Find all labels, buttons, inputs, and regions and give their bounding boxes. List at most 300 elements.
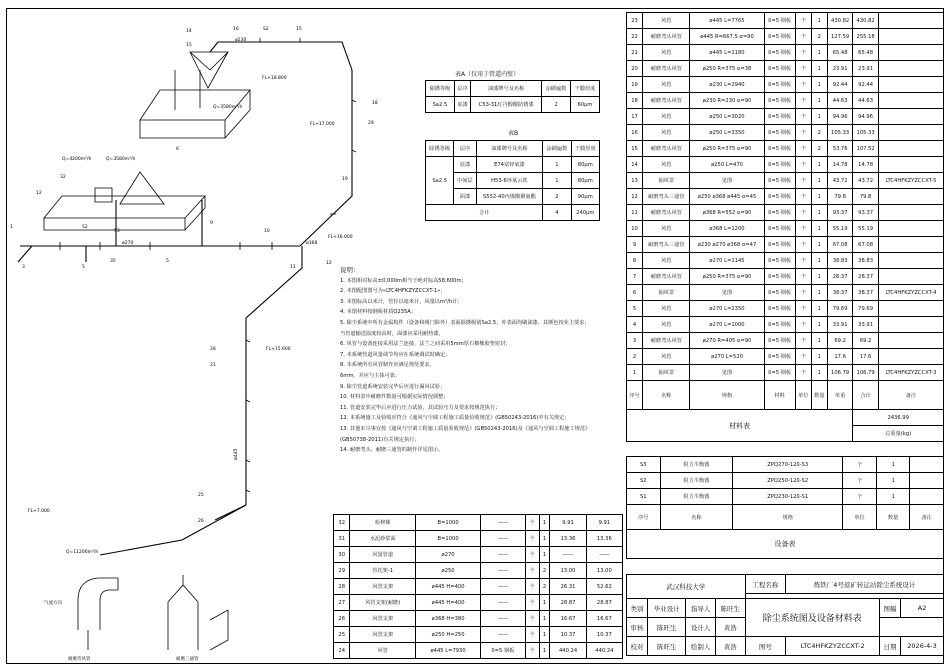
cell-name: 风管 [643,45,690,61]
cell-t: 107.52 [853,141,878,157]
cell-q: 1 [539,643,550,659]
cell-n: 10 [627,221,643,237]
cell-name: 检修梯 [350,515,415,531]
cell-t: 23.91 [853,61,878,77]
cell-w: 13.36 [550,531,586,547]
cell-n: 14 [627,157,643,173]
table-row: 中间层 H53-6环氧云铁 1 80μm [426,173,600,189]
svg-text:FL+18.800: FL+18.800 [262,76,287,81]
cell-t: 93.37 [853,205,878,221]
cell-mat: δ=5 钢板 [481,643,525,659]
cell-w: —— [550,547,586,563]
cell-name: 耐磨弯头三通管 [643,189,690,205]
cell-name: 风管 [643,109,690,125]
cell-n: 2 [627,349,643,365]
cell-u: 个 [795,269,811,285]
cell-mat: —— [481,515,525,531]
svg-text:26: 26 [198,519,204,524]
cell-spec: ø270 L=1000 [690,317,764,333]
table-row [627,473,944,489]
cell-u: 个 [525,515,539,531]
cell-r [878,45,943,61]
cell-r [878,77,943,93]
callout-numbers [10,26,378,524]
cell-spec: ø368 R=552 α=90 [690,205,764,221]
table-row [334,643,623,659]
cell-t: 52.62 [586,579,622,595]
cell-t: 55.19 [853,221,878,237]
cell-mat: δ=5 钢板 [764,45,795,61]
cell-t: 13.00 [586,563,622,579]
cell-spec: ø445 H=400 [415,595,480,611]
cell-t: 16.67 [586,611,622,627]
cell-q: 1 [811,173,827,189]
cell-u: 个 [795,221,811,237]
table-row [627,189,944,205]
cell-name: 风管支架 [350,627,415,643]
cell-mat: δ=5 钢板 [764,189,795,205]
cell-n: S2 [627,473,661,489]
project-name: 炼铁厂4号返矿转运站除尘系统设计 [786,575,944,594]
cell-n: 13 [627,173,643,189]
cell-u: 个 [795,61,811,77]
cell-r [878,253,943,269]
cell-n: 32 [334,515,350,531]
cell-spec: ø270 L=2350 [690,301,764,317]
equipment-header: 序号 名称 规格 单位 数量 备注 [627,505,944,530]
svg-text:16: 16 [233,27,239,32]
cell-t: —— [586,547,622,563]
cell-w: 26.31 [550,579,586,595]
cell-q: 1 [811,333,827,349]
note-line: 6. 风管与设备连接采用法兰连接，法兰之间采用5mm厚石棉橡胶垫密封； [340,341,511,348]
cell-q: 1 [811,237,827,253]
cell-u: 个 [843,457,877,473]
cell-spec: ø368 H=380 [415,611,480,627]
svg-text:Q=3580m³/h: Q=3580m³/h [213,105,243,110]
cell-mat: δ=5 钢板 [764,13,795,29]
table-b-title: 表B [508,130,519,137]
cell-u: 个 [525,627,539,643]
table-row [627,45,944,61]
materials-table-left [333,514,623,659]
cell-n: 21 [627,45,643,61]
cell-r [878,221,943,237]
cell-mat: δ=5 钢板 [764,93,795,109]
svg-text:29: 29 [368,121,374,126]
cell-r [878,237,943,253]
cell-remark [910,473,944,489]
table-row [627,141,944,157]
cell-u: 个 [795,141,811,157]
table-row [627,77,944,93]
cell-n: 30 [334,547,350,563]
note-line: 13. 其他未尽事宜按《通风与空调工程施工质量验收规范》(GB50243-2016)及《通风与空调工程施工规范》 [340,425,591,432]
cell-q: 1 [811,301,827,317]
cell-w: 440.24 [550,643,586,659]
svg-text:FL+15.600: FL+15.600 [266,347,291,352]
school-name: 武汉科技大学 [627,575,746,599]
svg-text:ø445: ø445 [234,448,239,460]
cell-u: 个 [795,253,811,269]
svg-text:32: 32 [60,175,66,180]
table-row: 合计 4 240μm [426,205,600,221]
cell-mat: δ=5 钢板 [764,29,795,45]
cell-r [878,317,943,333]
table-row [627,253,944,269]
cell-w: 28.37 [827,269,852,285]
svg-text:ø270: ø270 [122,241,134,246]
cell-r [878,189,943,205]
cell-name: 阻力平衡器 [660,489,733,505]
cell-spec: ø445 L=7765 [690,13,764,29]
note-line: 5. 除尘系统中所有金属构件（设备和阀门除外）表面除锈级别Sa2.5，外表面均刷油漆，其颜色按业主要求； [340,319,590,326]
table-row [627,125,944,141]
duct-top-run [218,42,352,70]
cell-mat: δ=5 钢板 [764,301,795,317]
cell-w: 127.59 [827,29,852,45]
cell-q: 1 [811,253,827,269]
cell-w: 38.37 [827,285,852,301]
cell-name: 耐磨弯头风管 [643,93,690,109]
cell-spec: ø250 H=250 [415,627,480,643]
note-line: 6mm，并应与主体可靠； [340,372,401,379]
cell-name: 阻力平衡器 [660,473,733,489]
table-b: 除锈等级 层序 油漆牌号及名称 涂刷遍数 干膜厚度 Sa2.5 底漆 E74富锌底漆 1 80μm 中间层 H53-6环氧云铁 1 80μm 面漆 S552-40丙烯酸聚氨酯 2 90μm 合计 4 240μm [425,140,600,221]
cell-u: 个 [843,473,877,489]
svg-text:18: 18 [372,101,378,106]
cell-name: 耐磨弯头风管 [643,61,690,77]
svg-text:5: 5 [166,259,169,264]
cell-u: 个 [795,317,811,333]
table-row [627,285,944,301]
svg-text:15: 15 [186,43,192,48]
cell-q: 2 [811,29,827,45]
cell-mat: δ=5 钢板 [764,205,795,221]
cell-w: 23.91 [827,61,852,77]
cell-n: 4 [627,317,643,333]
table-a-title: 表A（仅用于管道内壁） [455,71,520,78]
cell-u: 个 [795,173,811,189]
cell-u: 个 [795,13,811,29]
table-row: 面漆 S552-40丙烯酸聚氨酯 2 90μm [426,189,600,205]
cell-t: 43.72 [853,173,878,189]
cell-mat: —— [481,563,525,579]
cell-u: 个 [525,547,539,563]
note-line: 9. 除尘管道系统安装完毕后应进行漏风试验； [340,383,446,390]
cell-name: 风管 [643,157,690,173]
cell-r [878,333,943,349]
cell-q: 2 [811,125,827,141]
cell-n: 11 [627,205,643,221]
cell-t: 106.79 [853,365,878,381]
cell-mat: δ=5 钢板 [764,253,795,269]
cell-n: S3 [627,457,661,473]
cell-w: 13.00 [550,563,586,579]
table-row [627,301,944,317]
cell-w: 14.78 [827,157,852,173]
note-line: 7. 本系统管道风量调节均应在系统调试时确定； [340,351,451,358]
hood-middle [120,172,164,204]
svg-text:FL+17.000: FL+17.000 [310,122,335,127]
title-block: 武汉科技大学 工程名称 炼铁厂4号返矿转运站除尘系统设计 类别 毕业设计 指导人 陈旺生 除尘系统图及设备材料表 图幅 A2 审核 陈旺生 设计人 黄浩 校对 陈旺生 绘制人 黄浩 图号 LTC4HFKZYZCCXT-2 日期 2026-4-3 [626,574,944,656]
cell-r [878,157,943,173]
cell-n: 25 [334,627,350,643]
cell-q: 1 [876,489,910,505]
cell-n: 15 [627,141,643,157]
cell-spec: ø250 R=375 α=90 [690,269,764,285]
cell-w: 106.79 [827,365,852,381]
cell-mat: δ=5 钢板 [764,285,795,301]
cell-t: 79.69 [853,301,878,317]
cell-q: 1 [811,189,827,205]
svg-text:9: 9 [210,221,213,226]
cell-u: 个 [795,45,811,61]
cell-q: 1 [811,61,827,77]
cell-spec: ø445 L=1180 [690,45,764,61]
note-line: 14. 耐磨弯头、耐磨三通管的制作详见图示。 [340,447,444,454]
svg-text:ø368: ø368 [306,241,318,246]
table-row [627,205,944,221]
cell-mat: δ=5 钢板 [764,109,795,125]
cell-n: 23 [627,13,643,29]
cell-q: 1 [811,365,827,381]
svg-text:35: 35 [110,259,116,264]
cell-r: LTC4HFKZYZCCXT-5 [878,173,943,189]
cell-n: 31 [334,531,350,547]
cell-n: 24 [334,643,350,659]
duct-vertical-down [246,246,302,505]
note-line: 2. 本图配图图号为«LTC4HFKZYZCCXT-1»； [340,288,446,295]
cell-u: 个 [795,301,811,317]
table-row [627,317,944,333]
cell-spec: ø445 L=7930 [415,643,480,659]
cell-q: 1 [539,611,550,627]
cell-n: 29 [334,563,350,579]
cell-mat: —— [481,611,525,627]
cell-mat: —— [481,627,525,643]
cell-q: 1 [539,531,550,547]
table-row: Sa2.5 底漆 C53-31红丹醇酸防锈漆 2 60μm [426,97,600,113]
cell-name: 风管支架 [350,579,415,595]
cell-u: 个 [795,205,811,221]
cell-w: 44.63 [827,93,852,109]
cell-mat: δ=5 钢板 [764,77,795,93]
cell-t: 10.37 [586,627,622,643]
cell-w: 94.96 [827,109,852,125]
cell-u: 个 [525,595,539,611]
cell-mat: δ=5 钢板 [764,317,795,333]
cell-remark [910,489,944,505]
cell-q: 1 [876,473,910,489]
cell-mat: δ=5 钢板 [764,157,795,173]
cell-w: 79.69 [827,301,852,317]
cell-mat: —— [481,531,525,547]
table-row [627,365,944,381]
cell-spec: ZPQ230-120-S1 [733,489,843,505]
cell-t: 67.08 [853,237,878,253]
cell-name: 耐磨弯头风管 [643,29,690,45]
cell-q: 1 [811,349,827,365]
table-row [334,563,623,579]
cell-t: 255.18 [853,29,878,45]
cell-u: 个 [795,333,811,349]
cell-t: 38.83 [853,253,878,269]
cell-r [878,93,943,109]
cell-u: 个 [843,489,877,505]
cell-spec: B=1000 [415,515,480,531]
cell-t: 44.63 [853,93,878,109]
cell-t: 33.91 [853,317,878,333]
table-row [627,173,944,189]
table-row [627,29,944,45]
elbow-detail [78,578,118,630]
cell-spec: ø250 L=3020 [690,109,764,125]
svg-text:19: 19 [342,177,348,182]
cell-spec: ø445 H=400 [415,579,480,595]
cell-r [878,109,943,125]
cell-t: 92.44 [853,77,878,93]
cell-u: 个 [525,611,539,627]
svg-text:5: 5 [82,265,85,270]
svg-text:1: 1 [10,225,13,230]
cell-u: 个 [795,157,811,173]
cell-name: 抽风罩 [643,173,690,189]
cell-t: 79.8 [853,189,878,205]
table-row [627,237,944,253]
cell-u: 个 [525,643,539,659]
cell-name: 风管支架 [350,611,415,627]
cell-q: 1 [811,269,827,285]
svg-text:S2: S2 [82,225,88,230]
table-row [334,627,623,643]
cell-n: 20 [627,61,643,77]
cell-w: 55.19 [827,221,852,237]
cell-n: 26 [334,611,350,627]
cell-n: 18 [627,93,643,109]
cell-u: 个 [525,531,539,547]
cell-w: 38.83 [827,253,852,269]
svg-text:FL+16.000: FL+16.000 [328,235,353,240]
cell-remark [910,457,944,473]
cell-spec: ø270 [415,547,480,563]
cell-name: 水泥砂浆面 [350,531,415,547]
cell-w: 28.87 [550,595,586,611]
svg-text:Q=11200m³/h: Q=11200m³/h [66,550,99,555]
table-row [334,595,623,611]
cell-w: 17.6 [827,349,852,365]
table-row [334,531,623,547]
cell-name: 耐磨弯头三通管 [643,237,690,253]
cell-u: 个 [795,125,811,141]
cell-r [878,13,943,29]
table-row: Sa2.5 底漆 E74富锌底漆 1 80μm [426,157,600,173]
cell-w: 65.48 [827,45,852,61]
design-notes: 说明： 1. 本图相对标高±0.000m相当于绝对标高58.600m； 2. 本图配图图号为«LTC4HFKZYZCCXT-1»； 3. 本图标高以米计，管径以毫米计，风量以m³/h计； 4. 本图材料按钢板材质Q235A； 5. 除尘系统中所有金属构件（设备和阀门除外）表面除锈级别Sa2.5，外表面均刷油漆，其颜色按业主要求； 当管道输送温度较高时，面漆应采用耐热漆， 6. 风管与设备连接采用法兰连接，法兰之间采用5mm厚石棉橡胶垫密封； 7. 本系统管道风量调节均应在系统调试时确定； 8. 本系统所有风管制作应满足规范要求， 6mm，并应与主体可靠； 9. 除尘管道系统安装完毕后应进行漏风试验； 10. 材料表中耐磨件数量可根据实际情况调整； 11. 管道安装完毕后应进行压力试验，其试验压力及要求按规范执行； 12. 本系统施工及验收应符合《通风与空调工程施工质量验收规范》(GB50243-2016)中有关规定； 13. 其他未尽事宜按《通风与空调工程施工质量验收规范》(GB50243-2016)及《通风与空调工程施工规范》 (GB50738-2011)有关规定执行； 14. 耐磨弯头、耐磨三通管的制作详见图示。 [340,265,615,456]
note-line: 11. 管道安装完毕后应进行压力试验，其试验压力及要求按规范执行； [340,404,501,411]
cell-n: 28 [334,579,350,595]
svg-text:12: 12 [36,191,42,196]
cell-t: 440.24 [586,643,622,659]
cell-u: 个 [525,563,539,579]
table-row [627,157,944,173]
cell-t: 65.48 [853,45,878,61]
cell-spec: ø270 R=405 α=90 [690,333,764,349]
table-row [627,489,944,505]
cell-q: 1 [539,547,550,563]
cell-w: 92.44 [827,77,852,93]
cell-spec: 见图 [690,365,764,381]
svg-text:15: 15 [296,27,302,32]
cell-mat: —— [481,595,525,611]
cell-mat: δ=5 钢板 [764,125,795,141]
cell-n: 8 [627,253,643,269]
cell-w: 10.37 [550,627,586,643]
cell-r [878,269,943,285]
svg-text:21: 21 [210,363,216,368]
cell-u: 个 [795,237,811,253]
note-line: 8. 本系统所有风管制作应满足规范要求， [340,362,435,369]
cell-spec: ZPQ250-120-S2 [733,473,843,489]
svg-text:FL+7.000: FL+7.000 [28,509,50,514]
cell-mat: δ=5 钢板 [764,141,795,157]
table-row [334,547,623,563]
cell-spec: ø368 L=1200 [690,221,764,237]
svg-text:Q=4200m³/h: Q=4200m³/h [62,157,92,162]
cell-t: 9.91 [586,515,622,531]
cell-w: 67.08 [827,237,852,253]
equipment-table: S3 阻力平衡器 ZPQ270-120-S3 个 1 S2 阻力平衡器 ZPQ250-120-S2 个 1 S1 阻力平衡器 ZPQ230-120-S1 个 1 序号 名称 规格 单位 数量 备注 设备表 [626,456,944,559]
cell-q: 1 [811,157,827,173]
cell-q: 1 [811,221,827,237]
cell-n: 17 [627,109,643,125]
cell-t: 14.78 [853,157,878,173]
cell-n: 3 [627,333,643,349]
table-row [627,349,944,365]
cell-t: 94.96 [853,109,878,125]
cell-t: 17.6 [853,349,878,365]
cell-spec: ø270 L=1145 [690,253,764,269]
cell-q: 1 [811,77,827,93]
cell-spec: ø230 R=230 α=90 [690,93,764,109]
cell-mat: —— [481,547,525,563]
cell-n: 22 [627,29,643,45]
cell-spec: B=1000 [415,531,480,547]
cell-r [878,349,943,365]
hood-top [190,52,228,70]
note-line: 3. 本图标高以米计，管径以毫米计，风量以m³/h计； [340,298,463,305]
cell-mat: —— [481,579,525,595]
svg-text:耐磨弯风管: 耐磨弯风管 [68,657,91,662]
cell-q: 1 [811,13,827,29]
cell-spec: ø250 [415,563,480,579]
cell-u: 个 [795,189,811,205]
cell-w: 16.67 [550,611,586,627]
cell-n: 7 [627,269,643,285]
cell-w: 79.8 [827,189,852,205]
cell-t: 28.87 [586,595,622,611]
table-row [627,93,944,109]
cell-u: 个 [795,285,811,301]
cell-w: 53.76 [827,141,852,157]
materials-table-right: 23 风管 ø445 L=7765 δ=5 钢板 个 1 430.82 430.82 22 耐磨弯头风管 ø445 R=667.5 α=90 δ=5 钢板 个 2 127.59 255.18 21 风管 ø445 L=1180 δ=5 钢板 个 1 65.48 65.48 20 耐磨弯头风管 ø250 R=375 α=38 δ=5 钢板 个 1 23.91 23.91 19 风管 ø230 L=2940 δ=5 钢板 个 1 92.44 92.44 18 耐磨弯头风管 ø230 R=230 α=90 δ=5 钢板 个 1 44.63 44.63 17 风管 ø250 L=3020 δ=5 钢板 个 1 94.96 94.96 16 风管 ø250 L=3350 δ=5 钢板 个 2 105.33 105.33 15 耐磨弯头风管 ø250 R=375 α=90 δ=5 钢板 个 2 53.76 107.52 14 风管 ø250 L=470 δ=5 钢板 个 1 14.78 14.78 13 抽风罩 见图 δ=5 钢板 个 1 43.72 43.72 LTC4HFKZYZCCXT-5 12 耐磨弯头三通管 ø250 ø368 ø445 α=45 δ=5 钢板 个 1 79.8 79.8 11 耐磨弯头风管 ø368 R=552 α=90 δ=5 钢板 个 1 93.37 93.37 10 风管 ø368 L=1200 δ=5 钢板 个 1 55.19 55.19 9 耐磨弯头三通管 ø230 ø270 ø368 α=47 δ=5 钢板 个 1 67.08 67.08 8 风管 ø270 L=1145 δ=5 钢板 个 1 38.83 38.83 7 耐磨弯头风管 ø250 R=375 α=90 δ=5 钢板 个 1 28.37 28.37 6 抽风罩 见图 δ=5 钢板 个 1 38.37 38.37 LTC4HFKZYZCCXT-4 5 风管 ø270 L=2350 δ=5 钢板 个 1 79.69 79.69 4 风管 ø270 L=1000 δ=5 钢板 个 1 33.91 33.91 3 耐磨弯头风管 ø270 R=405 α=90 δ=5 钢板 个 1 69.2 69.2 2 风管 ø270 L=520 δ=5 钢板 个 1 17.6 17.6 1 抽风罩 见图 δ=5 钢板 个 1 106.79 106.79 LTC4HFKZYZCCXT-3 序号 名称 规格 材料 单位 数量 单重 合计 备注 材料表 2436.99 总重量(kg) [626,12,944,442]
cell-q: 1 [539,595,550,611]
note-line: 10. 材料表中耐磨件数量可根据实际情况调整； [340,394,449,401]
cell-q: 1 [811,205,827,221]
cell-u: 个 [795,365,811,381]
cell-name: 风管支架(耐磨) [350,595,415,611]
cell-name: 风管 [643,253,690,269]
